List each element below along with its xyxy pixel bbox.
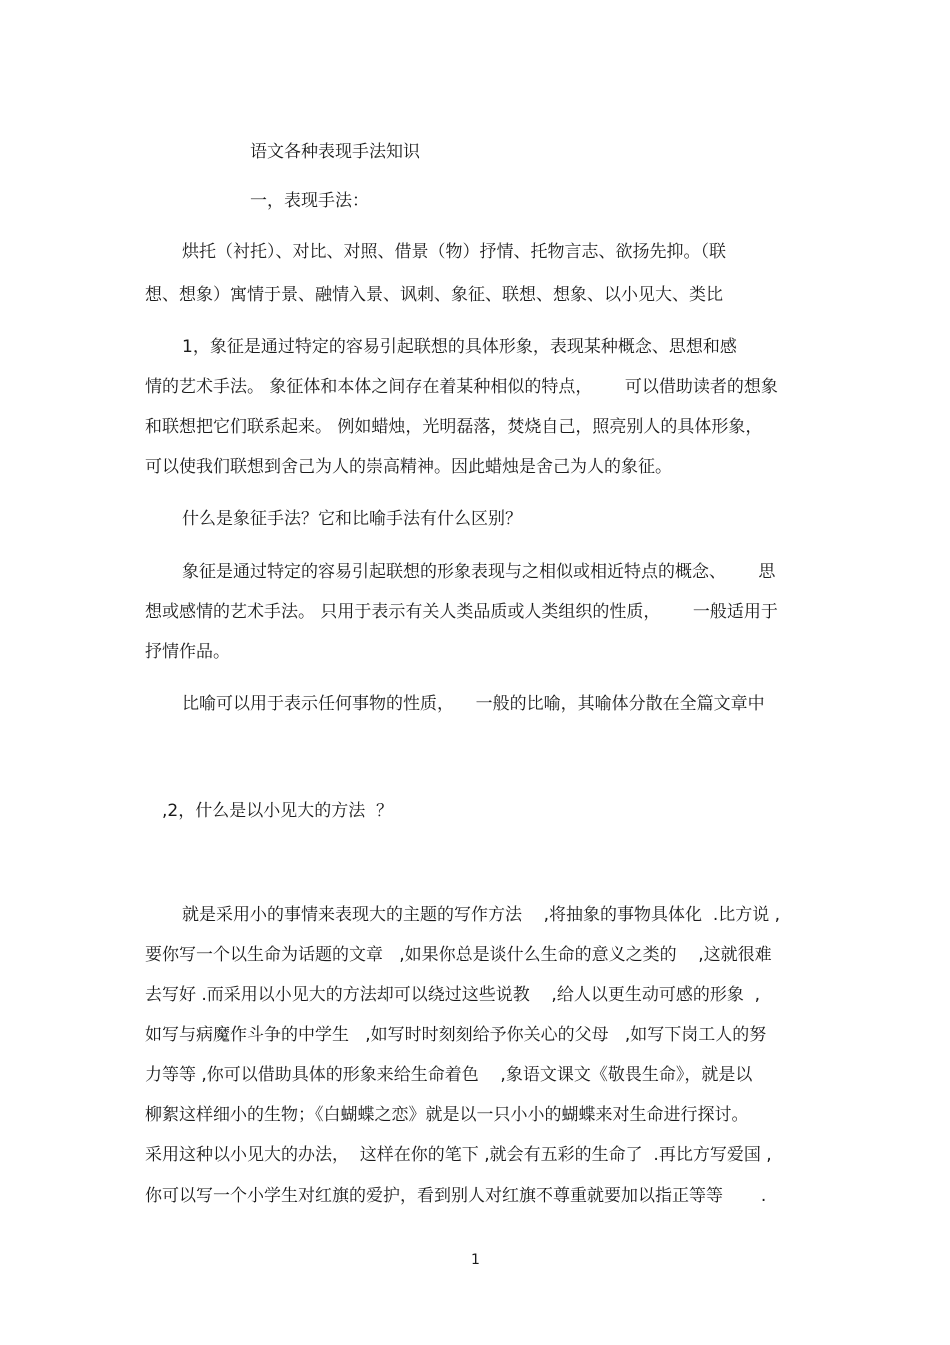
page-number: 1	[471, 1252, 480, 1268]
paragraph-line: 抒情作品。	[145, 642, 230, 662]
paragraph-line: 采用这种以小见大的办法， 这样在你的笔下 ,就会有五彩的生命了 .再比方写爱国 ,	[145, 1145, 772, 1165]
question-line: 什么是象征手法？它和比喻手法有什么区别？	[182, 509, 522, 529]
paragraph-line: 如写与病魔作斗争的中学生 ,如写时时刻刻给予你关心的父母 ,如写下岗工人的努	[145, 1025, 767, 1045]
paragraph-line: 就是采用小的事情来表现大的主题的写作方法 ,将抽象的事物具体化 .比方说 ,	[182, 905, 781, 925]
paragraph-line: 去写好 .而采用以小见大的方法却可以绕过这些说教 ,给人以更生动可感的形象 ,	[145, 985, 761, 1005]
paragraph-line: 1，象征是通过特定的容易引起联想的具体形象，表现某种概念、思想和感	[182, 337, 737, 357]
paragraph-line: 柳絮这样细小的生物；《白蝴蝶之恋》就是以一只小小的蝴蝶来对生命进行探讨。	[145, 1105, 749, 1125]
paragraph-line: 烘托（衬托）、对比、对照、借景（物）抒情、托物言志、欲扬先抑。（联	[182, 242, 726, 262]
paragraph-line: 可以使我们联想到舍己为人的崇高精神。因此蜡烛是舍己为人的象征。	[145, 457, 672, 477]
paragraph-line: 要你写一个以生命为话题的文章 ,如果你总是谈什么生命的意义之类的 ,这就很难	[145, 945, 772, 965]
paragraph-line: 你可以写一个小学生对红旗的爱护，看到别人对红旗不尊重就要加以指正等等 .	[145, 1186, 767, 1206]
section-heading: 一，表现手法：	[250, 191, 369, 211]
paragraph-line: 和联想把它们联系起来。 例如蜡烛，光明磊落，焚烧自己，照亮别人的具体形象，	[145, 417, 763, 437]
section-heading: ,2，什么是以小见大的方法 ？	[162, 801, 394, 821]
document-title: 语文各种表现手法知识	[250, 142, 420, 162]
paragraph-line: 想或感情的艺术手法。 只用于表示有关人类品质或人类组织的性质， 一般适用于	[145, 602, 778, 622]
paragraph-line: 比喻可以用于表示任何事物的性质， 一般的比喻，其喻体分散在全篇文章中	[182, 694, 765, 714]
paragraph-line: 想、想象）寓情于景、融情入景、讽刺、象征、联想、想象、以小见大、类比	[145, 285, 723, 305]
paragraph-line: 象征是通过特定的容易引起联想的形象表现与之相似或相近特点的概念、 思	[182, 562, 776, 582]
paragraph-line: 力等等 ,你可以借助具体的形象来给生命着色 ,象语文课文《敬畏生命》，就是以	[145, 1065, 753, 1085]
paragraph-line: 情的艺术手法。 象征体和本体之间存在着某种相似的特点， 可以借助读者的想象	[145, 377, 778, 397]
